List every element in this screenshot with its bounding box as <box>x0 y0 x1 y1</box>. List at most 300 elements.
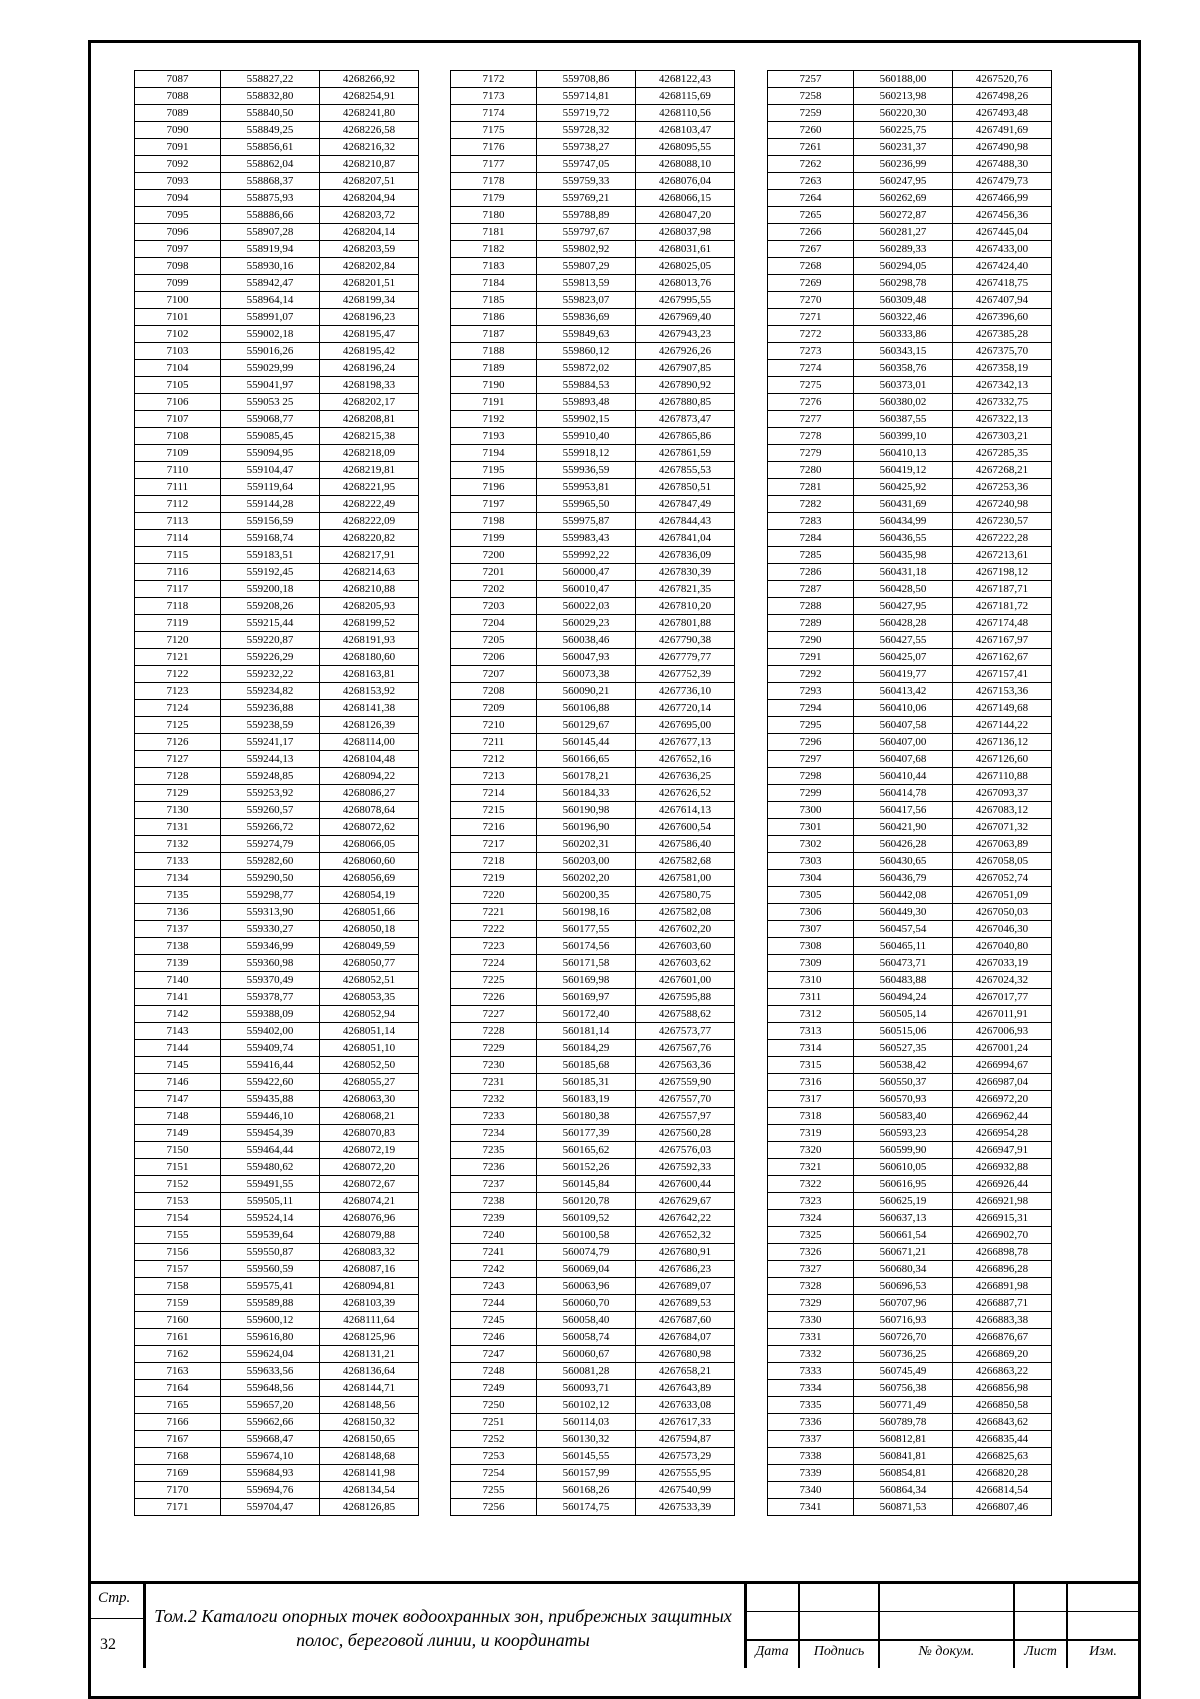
signature-header: Подпись <box>813 1644 865 1659</box>
point-number: 7259 <box>768 105 854 122</box>
table-row <box>768 581 1052 598</box>
point-number: 7141 <box>135 989 221 1006</box>
x-coordinate: 558840,50 <box>221 105 320 122</box>
table-row <box>768 598 1052 615</box>
x-coordinate: 560174,75 <box>537 1499 636 1516</box>
table-row <box>135 1278 419 1295</box>
point-number: 7171 <box>135 1499 221 1516</box>
table-row <box>451 479 735 496</box>
table-row <box>768 530 1052 547</box>
y-coordinate: 4266926,44 <box>953 1176 1052 1193</box>
x-coordinate: 559616,80 <box>221 1329 320 1346</box>
x-coordinate: 560022,03 <box>537 598 636 615</box>
table-row <box>451 1125 735 1142</box>
x-coordinate: 559694,76 <box>221 1482 320 1499</box>
table-row <box>768 1363 1052 1380</box>
table-row <box>768 428 1052 445</box>
y-coordinate: 4267603,62 <box>636 955 735 972</box>
x-coordinate: 560428,28 <box>854 615 953 632</box>
table-row <box>451 428 735 445</box>
table-row <box>135 479 419 496</box>
x-coordinate: 559714,81 <box>537 88 636 105</box>
x-coordinate: 560407,00 <box>854 734 953 751</box>
point-number: 7170 <box>135 1482 221 1499</box>
x-coordinate: 560281,27 <box>854 224 953 241</box>
table-row <box>451 207 735 224</box>
point-number: 7181 <box>451 224 537 241</box>
x-coordinate: 559220,87 <box>221 632 320 649</box>
y-coordinate: 4267643,89 <box>636 1380 735 1397</box>
point-number: 7253 <box>451 1448 537 1465</box>
point-number: 7284 <box>768 530 854 547</box>
x-coordinate: 560410,13 <box>854 445 953 462</box>
point-number: 7166 <box>135 1414 221 1431</box>
table-row <box>451 1448 735 1465</box>
x-coordinate: 559600,12 <box>221 1312 320 1329</box>
x-coordinate: 558875,93 <box>221 190 320 207</box>
x-coordinate: 559788,89 <box>537 207 636 224</box>
table-row <box>451 870 735 887</box>
x-coordinate: 559266,72 <box>221 819 320 836</box>
x-coordinate: 560114,03 <box>537 1414 636 1431</box>
table-row <box>451 1091 735 1108</box>
y-coordinate: 4268050,18 <box>320 921 419 938</box>
x-coordinate: 559624,04 <box>221 1346 320 1363</box>
x-coordinate: 559041,97 <box>221 377 320 394</box>
x-coordinate: 560358,76 <box>854 360 953 377</box>
point-number: 7158 <box>135 1278 221 1295</box>
y-coordinate: 4268051,10 <box>320 1040 419 1057</box>
point-number: 7295 <box>768 717 854 734</box>
y-coordinate: 4267652,32 <box>636 1227 735 1244</box>
point-number: 7219 <box>451 870 537 887</box>
y-coordinate: 4266962,44 <box>953 1108 1052 1125</box>
divider <box>744 1611 1141 1612</box>
x-coordinate: 559936,59 <box>537 462 636 479</box>
table-row <box>768 1448 1052 1465</box>
table-row <box>135 802 419 819</box>
point-number: 7099 <box>135 275 221 292</box>
point-number: 7153 <box>135 1193 221 1210</box>
table-row <box>451 343 735 360</box>
point-number: 7180 <box>451 207 537 224</box>
page-label: Стр. <box>98 1590 131 1606</box>
table-row <box>768 1465 1052 1482</box>
table-row <box>768 377 1052 394</box>
table-row <box>135 1295 419 1312</box>
y-coordinate: 4268072,20 <box>320 1159 419 1176</box>
table-row <box>451 1414 735 1431</box>
table-row <box>768 1210 1052 1227</box>
y-coordinate: 4267174,48 <box>953 615 1052 632</box>
point-number: 7169 <box>135 1465 221 1482</box>
point-number: 7090 <box>135 122 221 139</box>
point-number: 7287 <box>768 581 854 598</box>
point-number: 7151 <box>135 1159 221 1176</box>
point-number: 7120 <box>135 632 221 649</box>
y-coordinate: 4266835,44 <box>953 1431 1052 1448</box>
table-row <box>451 513 735 530</box>
x-coordinate: 558907,28 <box>221 224 320 241</box>
point-number: 7278 <box>768 428 854 445</box>
point-number: 7303 <box>768 853 854 870</box>
x-coordinate: 560661,54 <box>854 1227 953 1244</box>
x-coordinate: 560736,25 <box>854 1346 953 1363</box>
point-number: 7319 <box>768 1125 854 1142</box>
table-row <box>135 836 419 853</box>
y-coordinate: 4267240,98 <box>953 496 1052 513</box>
y-coordinate: 4268087,16 <box>320 1261 419 1278</box>
point-number: 7301 <box>768 819 854 836</box>
point-number: 7240 <box>451 1227 537 1244</box>
y-coordinate: 4267051,09 <box>953 887 1052 904</box>
table-row <box>135 343 419 360</box>
point-number: 7292 <box>768 666 854 683</box>
point-number: 7163 <box>135 1363 221 1380</box>
table-row <box>768 88 1052 105</box>
x-coordinate: 560745,49 <box>854 1363 953 1380</box>
y-coordinate: 4267040,80 <box>953 938 1052 955</box>
date-header: Дата <box>755 1644 789 1659</box>
x-coordinate: 560172,40 <box>537 1006 636 1023</box>
y-coordinate: 4267050,03 <box>953 904 1052 921</box>
table-row <box>135 1363 419 1380</box>
x-coordinate: 560047,93 <box>537 649 636 666</box>
table-row <box>135 445 419 462</box>
y-coordinate: 4267821,35 <box>636 581 735 598</box>
table-row <box>768 700 1052 717</box>
y-coordinate: 4267396,60 <box>953 309 1052 326</box>
point-number: 7142 <box>135 1006 221 1023</box>
y-coordinate: 4267407,94 <box>953 292 1052 309</box>
table-row <box>451 1295 735 1312</box>
x-coordinate: 560436,55 <box>854 530 953 547</box>
table-row <box>451 1465 735 1482</box>
y-coordinate: 4267689,07 <box>636 1278 735 1295</box>
table-row <box>135 275 419 292</box>
x-coordinate: 560570,93 <box>854 1091 953 1108</box>
y-coordinate: 4267303,21 <box>953 428 1052 445</box>
y-coordinate: 4267187,71 <box>953 581 1052 598</box>
table-row <box>451 921 735 938</box>
x-coordinate: 560637,13 <box>854 1210 953 1227</box>
point-number: 7245 <box>451 1312 537 1329</box>
table-row <box>451 1108 735 1125</box>
x-coordinate: 560436,79 <box>854 870 953 887</box>
table-row <box>451 547 735 564</box>
table-row <box>135 904 419 921</box>
point-number: 7336 <box>768 1414 854 1431</box>
x-coordinate: 559002,18 <box>221 326 320 343</box>
table-row <box>768 1125 1052 1142</box>
x-coordinate: 559902,15 <box>537 411 636 428</box>
table-row <box>135 1125 419 1142</box>
point-number: 7297 <box>768 751 854 768</box>
x-coordinate: 560190,98 <box>537 802 636 819</box>
table-row <box>451 1074 735 1091</box>
point-number: 7316 <box>768 1074 854 1091</box>
table-row <box>451 224 735 241</box>
table-row <box>768 1261 1052 1278</box>
x-coordinate: 560220,30 <box>854 105 953 122</box>
point-number: 7173 <box>451 88 537 105</box>
point-number: 7299 <box>768 785 854 802</box>
point-number: 7277 <box>768 411 854 428</box>
y-coordinate: 4267603,60 <box>636 938 735 955</box>
point-number: 7231 <box>451 1074 537 1091</box>
point-number: 7184 <box>451 275 537 292</box>
x-coordinate: 559983,43 <box>537 530 636 547</box>
point-number: 7137 <box>135 921 221 938</box>
point-number: 7200 <box>451 547 537 564</box>
table-row <box>451 887 735 904</box>
table-row <box>451 1329 735 1346</box>
x-coordinate: 559769,21 <box>537 190 636 207</box>
x-coordinate: 559446,10 <box>221 1108 320 1125</box>
point-number: 7306 <box>768 904 854 921</box>
point-number: 7122 <box>135 666 221 683</box>
y-coordinate: 4267695,00 <box>636 717 735 734</box>
point-number: 7182 <box>451 241 537 258</box>
table-row <box>135 326 419 343</box>
x-coordinate: 559738,27 <box>537 139 636 156</box>
y-coordinate: 4268219,81 <box>320 462 419 479</box>
point-number: 7283 <box>768 513 854 530</box>
y-coordinate: 4267687,60 <box>636 1312 735 1329</box>
point-number: 7275 <box>768 377 854 394</box>
y-coordinate: 4267830,39 <box>636 564 735 581</box>
y-coordinate: 4267213,61 <box>953 547 1052 564</box>
point-number: 7311 <box>768 989 854 1006</box>
y-coordinate: 4267268,21 <box>953 462 1052 479</box>
table-row <box>135 1091 419 1108</box>
y-coordinate: 4268126,85 <box>320 1499 419 1516</box>
y-coordinate: 4267358,19 <box>953 360 1052 377</box>
table-row <box>135 734 419 751</box>
y-coordinate: 4268076,04 <box>636 173 735 190</box>
y-coordinate: 4267810,20 <box>636 598 735 615</box>
point-number: 7088 <box>135 88 221 105</box>
point-number: 7251 <box>451 1414 537 1431</box>
x-coordinate: 559860,12 <box>537 343 636 360</box>
table-row <box>451 1380 735 1397</box>
point-number: 7260 <box>768 122 854 139</box>
point-number: 7152 <box>135 1176 221 1193</box>
point-number: 7104 <box>135 360 221 377</box>
point-number: 7235 <box>451 1142 537 1159</box>
y-coordinate: 4267581,00 <box>636 870 735 887</box>
x-coordinate: 560000,47 <box>537 564 636 581</box>
table-row <box>135 411 419 428</box>
point-number: 7234 <box>451 1125 537 1142</box>
table-row <box>135 173 419 190</box>
x-coordinate: 558886,66 <box>221 207 320 224</box>
point-number: 7321 <box>768 1159 854 1176</box>
point-number: 7154 <box>135 1210 221 1227</box>
y-coordinate: 4268199,34 <box>320 292 419 309</box>
point-number: 7324 <box>768 1210 854 1227</box>
y-coordinate: 4268072,62 <box>320 819 419 836</box>
point-number: 7117 <box>135 581 221 598</box>
x-coordinate: 560060,67 <box>537 1346 636 1363</box>
y-coordinate: 4267110,88 <box>953 768 1052 785</box>
x-coordinate: 560593,23 <box>854 1125 953 1142</box>
table-row <box>768 989 1052 1006</box>
point-number: 7213 <box>451 768 537 785</box>
x-coordinate: 559719,72 <box>537 105 636 122</box>
y-coordinate: 4267557,70 <box>636 1091 735 1108</box>
x-coordinate: 560550,37 <box>854 1074 953 1091</box>
y-coordinate: 4266883,38 <box>953 1312 1052 1329</box>
y-coordinate: 4267033,19 <box>953 955 1052 972</box>
point-number: 7185 <box>451 292 537 309</box>
point-number: 7157 <box>135 1261 221 1278</box>
x-coordinate: 560236,99 <box>854 156 953 173</box>
point-number: 7237 <box>451 1176 537 1193</box>
x-coordinate: 559360,98 <box>221 955 320 972</box>
table-row <box>768 496 1052 513</box>
y-coordinate: 4267181,72 <box>953 598 1052 615</box>
x-coordinate: 559248,85 <box>221 768 320 785</box>
y-coordinate: 4267801,88 <box>636 615 735 632</box>
y-coordinate: 4268148,56 <box>320 1397 419 1414</box>
table-row <box>451 173 735 190</box>
table-row <box>135 768 419 785</box>
point-number: 7100 <box>135 292 221 309</box>
table-row <box>451 802 735 819</box>
table-row <box>135 581 419 598</box>
point-number: 7241 <box>451 1244 537 1261</box>
x-coordinate: 559313,90 <box>221 904 320 921</box>
y-coordinate: 4267586,40 <box>636 836 735 853</box>
point-number: 7220 <box>451 887 537 904</box>
y-coordinate: 4267626,52 <box>636 785 735 802</box>
y-coordinate: 4266825,63 <box>953 1448 1052 1465</box>
x-coordinate: 560157,99 <box>537 1465 636 1482</box>
point-number: 7146 <box>135 1074 221 1091</box>
x-coordinate: 559589,88 <box>221 1295 320 1312</box>
table-row <box>768 275 1052 292</box>
point-number: 7204 <box>451 615 537 632</box>
x-coordinate: 559797,67 <box>537 224 636 241</box>
y-coordinate: 4267540,99 <box>636 1482 735 1499</box>
x-coordinate: 559662,66 <box>221 1414 320 1431</box>
x-coordinate: 560181,14 <box>537 1023 636 1040</box>
point-number: 7326 <box>768 1244 854 1261</box>
table-row <box>768 1091 1052 1108</box>
x-coordinate: 560671,21 <box>854 1244 953 1261</box>
table-row <box>451 632 735 649</box>
table-row <box>768 1278 1052 1295</box>
x-coordinate: 558919,94 <box>221 241 320 258</box>
y-coordinate: 4267222,28 <box>953 530 1052 547</box>
x-coordinate: 559575,41 <box>221 1278 320 1295</box>
x-coordinate: 560073,38 <box>537 666 636 683</box>
x-coordinate: 560165,62 <box>537 1142 636 1159</box>
table-row <box>768 411 1052 428</box>
table-row <box>451 1227 735 1244</box>
y-coordinate: 4268086,27 <box>320 785 419 802</box>
x-coordinate: 559992,22 <box>537 547 636 564</box>
table-row <box>451 1159 735 1176</box>
table-row <box>451 462 735 479</box>
table-row <box>135 870 419 887</box>
y-coordinate: 4267602,20 <box>636 921 735 938</box>
y-coordinate: 4268222,09 <box>320 513 419 530</box>
point-number: 7176 <box>451 139 537 156</box>
table-row <box>135 1176 419 1193</box>
x-coordinate: 560171,58 <box>537 955 636 972</box>
x-coordinate: 559085,45 <box>221 428 320 445</box>
y-coordinate: 4267855,53 <box>636 462 735 479</box>
table-row <box>135 1193 419 1210</box>
y-coordinate: 4268013,76 <box>636 275 735 292</box>
x-coordinate: 560202,20 <box>537 870 636 887</box>
point-number: 7222 <box>451 921 537 938</box>
table-row <box>135 649 419 666</box>
table-row <box>135 887 419 904</box>
table-row <box>451 326 735 343</box>
table-row <box>451 292 735 309</box>
x-coordinate: 560427,95 <box>854 598 953 615</box>
x-coordinate: 559330,27 <box>221 921 320 938</box>
x-coordinate: 560680,34 <box>854 1261 953 1278</box>
table-row <box>451 955 735 972</box>
y-coordinate: 4267592,33 <box>636 1159 735 1176</box>
point-number: 7197 <box>451 496 537 513</box>
y-coordinate: 4268051,66 <box>320 904 419 921</box>
x-coordinate: 560169,97 <box>537 989 636 1006</box>
point-number: 7149 <box>135 1125 221 1142</box>
point-number: 7244 <box>451 1295 537 1312</box>
sheet-header: Лист <box>1024 1644 1057 1659</box>
x-coordinate: 559849,63 <box>537 326 636 343</box>
table-row <box>135 1380 419 1397</box>
x-coordinate: 560854,81 <box>854 1465 953 1482</box>
point-number: 7325 <box>768 1227 854 1244</box>
table-row <box>768 1329 1052 1346</box>
y-coordinate: 4267466,99 <box>953 190 1052 207</box>
y-coordinate: 4267943,23 <box>636 326 735 343</box>
table-row <box>451 598 735 615</box>
x-coordinate: 560145,55 <box>537 1448 636 1465</box>
y-coordinate: 4268153,92 <box>320 683 419 700</box>
x-coordinate: 559480,62 <box>221 1159 320 1176</box>
table-row <box>135 1431 419 1448</box>
point-number: 7127 <box>135 751 221 768</box>
y-coordinate: 4267445,04 <box>953 224 1052 241</box>
y-coordinate: 4267573,29 <box>636 1448 735 1465</box>
table-row <box>768 1499 1052 1516</box>
table-row <box>768 122 1052 139</box>
x-coordinate: 559416,44 <box>221 1057 320 1074</box>
point-number: 7274 <box>768 360 854 377</box>
y-coordinate: 4268163,81 <box>320 666 419 683</box>
point-number: 7196 <box>451 479 537 496</box>
point-number: 7123 <box>135 683 221 700</box>
x-coordinate: 559226,29 <box>221 649 320 666</box>
table-row <box>451 1431 735 1448</box>
table-row <box>135 853 419 870</box>
table-row <box>768 1397 1052 1414</box>
x-coordinate: 560431,69 <box>854 496 953 513</box>
table-row <box>768 972 1052 989</box>
y-coordinate: 4267555,95 <box>636 1465 735 1482</box>
table-row <box>135 955 419 972</box>
point-number: 7115 <box>135 547 221 564</box>
y-coordinate: 4267011,91 <box>953 1006 1052 1023</box>
y-coordinate: 4268051,14 <box>320 1023 419 1040</box>
